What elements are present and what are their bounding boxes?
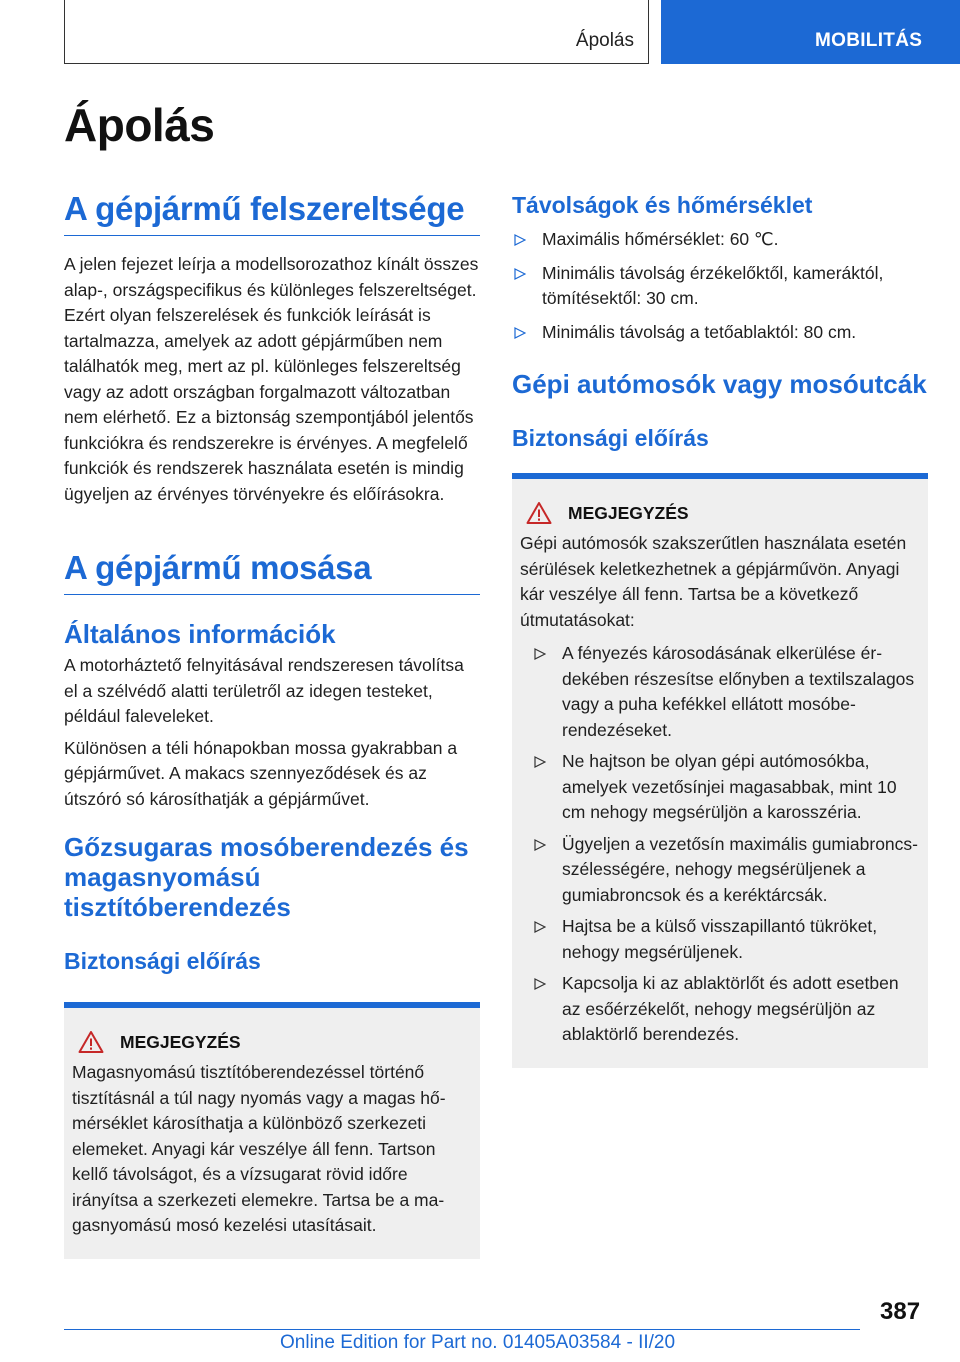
warning-note-left [64,1002,480,1259]
page-number: 387 [880,1298,921,1325]
list-item: Maximális hőmérséklet: 60 ℃. [512,227,928,253]
bullet-triangle-icon [534,839,546,851]
bullet-triangle-icon [534,978,546,990]
header-section-label: MOBILITÁS [815,30,923,51]
warning-note-right [512,473,928,1068]
bullet-triangle-icon [534,756,546,768]
bullet-triangle-icon [514,234,526,246]
distances-list [512,227,928,345]
note-header [72,1030,472,1054]
list-item: Kapcsolja ki az ablaktörlőt és adott esetben az esőérzékelőt, nehogy megsérüljön az ablaktörlő berendezés. [520,971,920,1048]
note-header [520,501,920,525]
heading-safety-left: Biztonsági előírás [64,948,261,974]
bullet-triangle-icon [534,921,546,933]
note-label: MEGJEGYZÉS [120,1031,241,1052]
list-item: Hajtsa be a külső visszapillantó tükröket, nehogy megsérüljenek. [520,914,920,965]
page-title: Ápolás [64,99,215,151]
general-paragraph-2: Különösen a téli hónapokban mossa gyakrabban a gépjárművet. A makacs szennyeződések és az útszóró só károsíthatják a gépjárművet. [64,737,458,809]
bullet-triangle-icon [534,648,546,660]
heading-distances: Távolságok és hőmérséklet [512,192,813,218]
header-chapter-tab [64,0,649,64]
heading-rule [64,235,480,236]
general-paragraph-1: A motorháztető felnyitásával rendszeresen távolítsa el a szélvédő alatti területről az idegen testeket, például faleveleket. [64,655,464,726]
list-item: A fényezés károsodásának elkerülése érdekében részesítse előnyben a textilszalagos vagy a puha kefékkel ellátott mosóberendezéseket. [520,641,920,743]
note-text: Gépi autómosók szakszerűtlen használata esetén sérülések keletkezhetnek a gépjárművön. Anyagi kár veszélye áll fenn. Tartsa be a következő útmutatásokat: [520,533,907,630]
carwash-list [520,641,920,1048]
header-section-tab[interactable] [661,0,960,64]
list-item: Ügyeljen a vezetősín maximális gumiabroncs-szélességére, nehogy megsérüljenek a gumiabroncsok és a keréktárcsák. [520,832,920,909]
footer-edition-link[interactable]: Online Edition for Part no. 01405A03584 - II/20 [280,1332,676,1353]
heading-equipment: A gépjármű felszereltsége [64,190,465,227]
heading-general-info: Általános információk [64,619,336,649]
bullet-triangle-icon [514,268,526,280]
bullet-triangle-icon [514,327,526,339]
note-label: MEGJEGYZÉS [568,502,689,523]
list-item: Ne hajtson be olyan gépi autómosókba, amelyek vezetősínjei magasabbak, mint 10 cm nehogy megsérüljön a karosszéria. [520,749,920,826]
equipment-paragraph: A jelen fejezet leírja a modellsorozathoz kínált összes alap-, országspecifikus és különleges felszereltséget. Ezért olyan felszerelések és funkciók leírását is tartalmazza, amelyek az adott gépjárműben nem találhatók meg, mert az pl. különleges felszereltség vagy az adott országban forgalmazott változatban nem elérhető. Ez a biztonság szempontjából jelentős funkciókra és rendszerekre is érvényes. A megfelelő funkciók és rendszerek használata esetén is mindig ügyeljen az érvényes törvényekre és előírásokra. [64,254,479,504]
warning-triangle-icon [78,1030,104,1054]
heading-carwash: Gépi autómosók vagy mosóutcák [512,369,927,399]
list-item: Minimális távolság érzékelőktől, kameráktól, tömítésektől: 30 cm. [512,261,928,312]
warning-triangle-icon [526,501,552,525]
header-chapter-label: Ápolás [575,30,634,51]
heading-steam-cleaner: Gőzsugaras mosóberendezés és magasnyomású tisztítóberendezés [64,832,469,922]
heading-rule [64,594,480,595]
list-item: Minimális távolság a tetőablaktól: 80 cm. [512,320,928,346]
note-text: Magasnyomású tisztítóberendezéssel történő tisztításnál a túl nagy nyomás vagy a magas hőmérséklet károsíthatja a különböző szerkezeti elemeket. Anyagi kár veszélye áll fenn. Tartson kellő távolságot, és a vízsugarat rövid időre irányítsa a szerkezeti elemekre. Tartsa be a magasnyomású mosó kezelési utasításait. [72,1062,446,1235]
footer-rule [64,1329,860,1330]
heading-washing: A gépjármű mosása [64,549,372,586]
heading-safety-right: Biztonsági előírás [512,425,709,451]
right-column [512,190,928,1068]
left-column [64,188,480,1259]
